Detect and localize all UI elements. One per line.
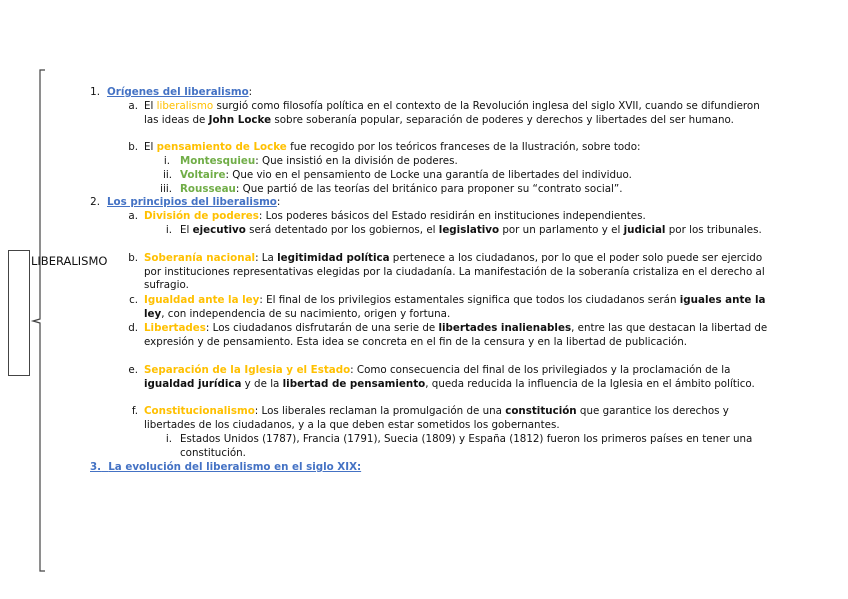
item-marker: c. (129, 294, 138, 306)
item-marker: b. (128, 252, 138, 264)
sub-item-constituciones: Estados Unidos (1787), Francia (1791), Suecia (1809) y España (1812) fueron los primeros países en tener una constitución. (180, 433, 753, 459)
item-2b: Soberanía nacional: La legitimidad política pertenece a los ciudadanos, por lo que el poder solo puede ser ejercido por instituciones representativas elegidas por la ciudadanía. La manifestación de la soberanía cristaliza en el derecho al sufragio. (144, 252, 765, 292)
section-number: 1. (90, 86, 100, 98)
sub-marker: iii. (160, 183, 172, 195)
item-marker: d. (128, 322, 138, 334)
sub-item-montesquieu: Montesquieu: Que insistió en la división de poderes. (180, 155, 458, 167)
section-number: 2. (90, 196, 100, 208)
item-2c: Igualdad ante la ley: El final de los privilegios estamentales significa que todos los ciudadanos serán iguales ante la ley, con independencia de su nacimiento, origen y fortuna. (144, 294, 766, 320)
sub-marker: i. (165, 224, 172, 236)
sub-marker: i. (165, 433, 172, 445)
item-2f: Constitucionalismo: Los liberales reclaman la promulgación de una constitución que garantice los derechos y libertades de los ciudadanos, y a la que deben estar sometidos los gobernantes. (144, 405, 729, 431)
section-heading-principios: Los principios del liberalismo: (107, 196, 281, 208)
item-marker: a. (128, 100, 138, 112)
sub-item-voltaire: Voltaire: Que vio en el pensamiento de Locke una garantía de libertades del individuo. (180, 169, 632, 181)
section-heading-origenes: Orígenes del liberalismo: (107, 86, 253, 98)
sub-marker: ii. (163, 169, 172, 181)
sub-item-rousseau: Rousseau: Que partió de las teorías del británico para proponer su “contrato social”. (180, 183, 623, 195)
item-1b: El pensamiento de Locke fue recogido por los teóricos franceses de la Ilustración, sobre todo: (144, 141, 641, 153)
item-marker: f. (131, 405, 138, 417)
item-1a: El liberalismo surgió como filosofía política en el contexto de la Revolución inglesa del siglo XVII, cuando se difundieron las ideas de John Locke sobre soberanía popular, separación de poderes y derechos y libertades del ser humano. (144, 100, 760, 126)
sub-marker: i. (163, 155, 170, 167)
item-marker: e. (128, 364, 138, 376)
section-title[interactable]: Orígenes del liberalismo (107, 86, 249, 98)
section-heading-evolucion[interactable]: 3. La evolución del liberalismo en el siglo XIX: (90, 461, 362, 473)
sub-item-poderes: El ejecutivo será detentado por los gobiernos, el legislativo por un parlamento y el judicial por los tribunales. (180, 224, 762, 236)
item-marker: b. (128, 141, 138, 153)
left-brace (30, 68, 48, 574)
root-node-box (8, 250, 30, 376)
item-marker: a. (128, 210, 138, 222)
item-2a: División de poderes: Los poderes básicos del Estado residirán en instituciones independientes. (144, 210, 646, 222)
item-2e: Separación de la Iglesia y el Estado: Como consecuencia del final de los privilegiados y la proclamación de la igualdad jurídica y de la libertad de pensamiento, queda reducida la influencia de la Iglesia en el ámbito político. (144, 364, 755, 390)
section-title[interactable]: Los principios del liberalismo (107, 196, 277, 208)
root-node-label: LIBERALISMO (31, 254, 108, 268)
item-2d: Libertades: Los ciudadanos disfrutarán de una serie de libertades inalienables, entre las que destacan la libertad de expresión y de pensamiento. Esta idea se concreta en el fin de la censura y en la libertad de publicación. (144, 322, 768, 348)
